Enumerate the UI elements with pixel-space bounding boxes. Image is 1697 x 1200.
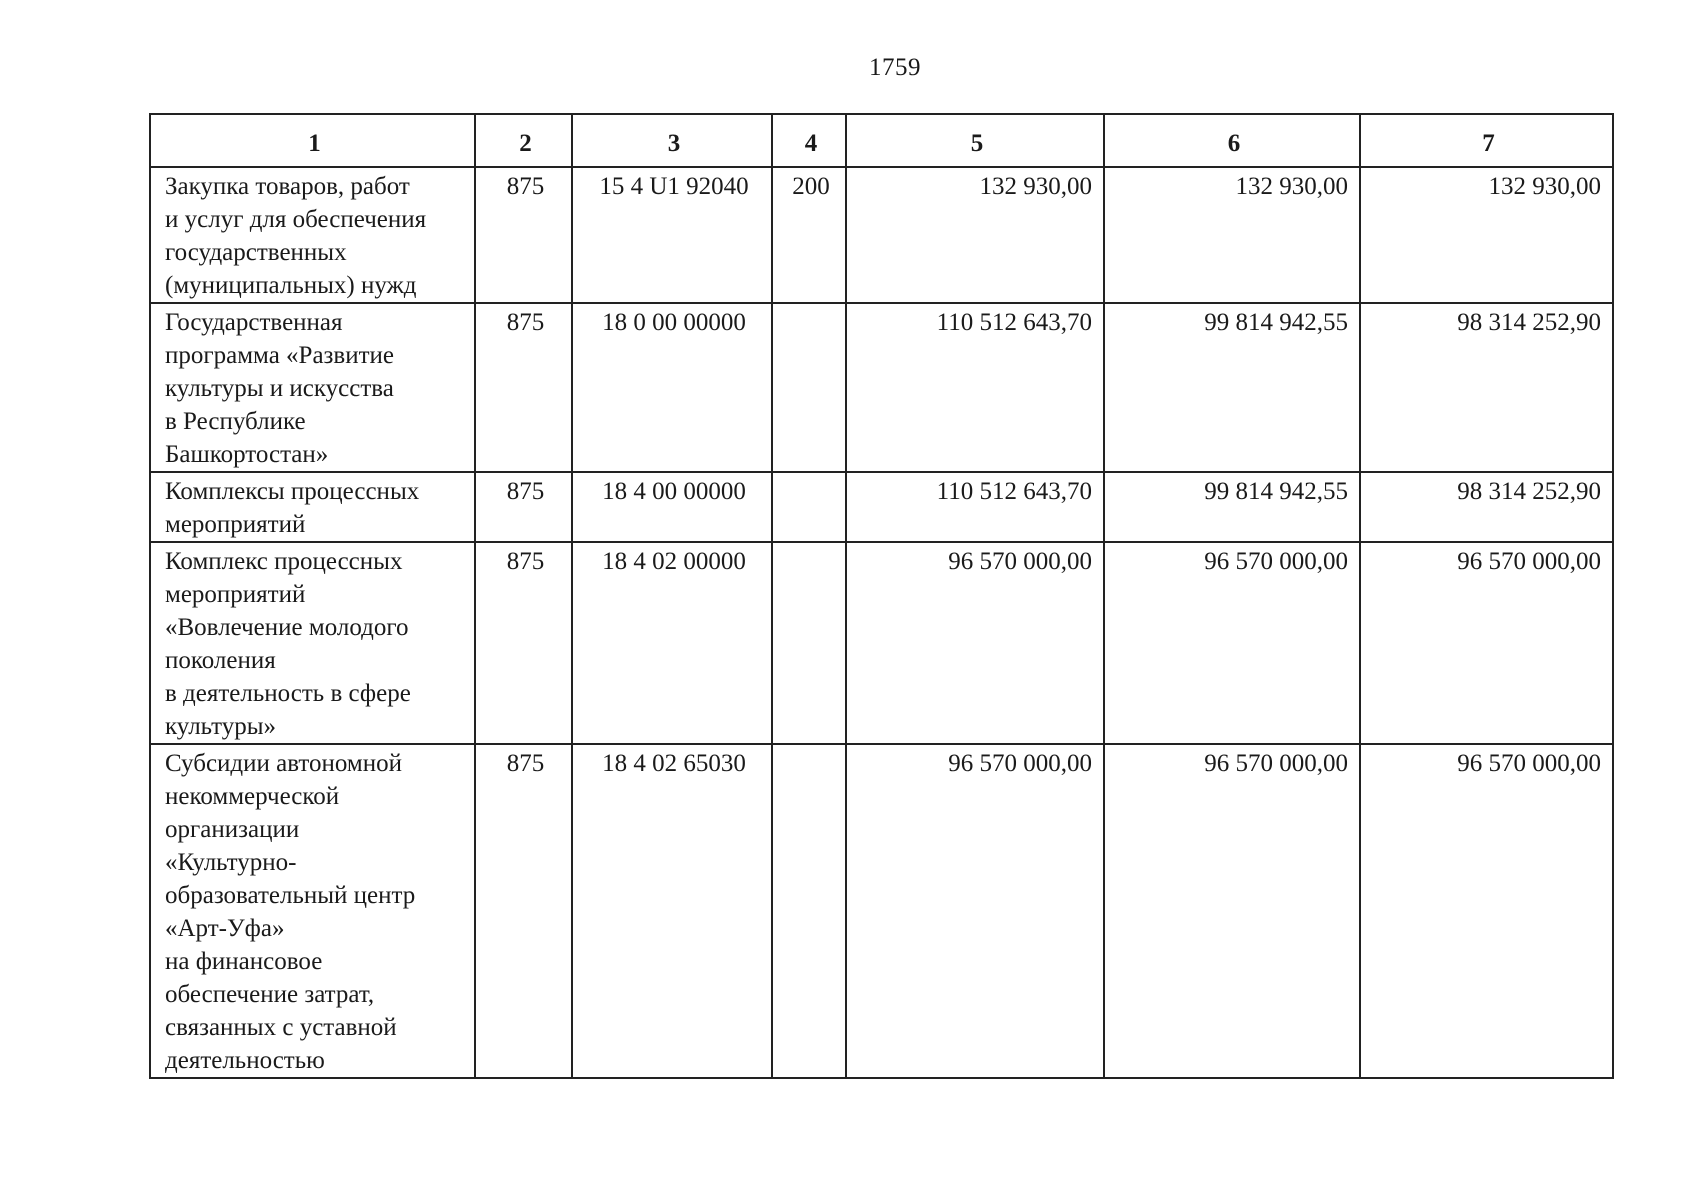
row-name-line: на финансовое [165,948,323,975]
amount-year3-cell: 132 930,00 [1360,167,1613,303]
ved-cell: 875 [475,744,572,1078]
budget-table [149,113,1614,1079]
vr-cell [772,542,846,744]
table-row [150,303,1613,472]
row-name-line: в деятельность в сфере [165,680,411,707]
row-name-line: Комплекс процессных [165,548,403,575]
column-header: 7 [1360,114,1613,167]
row-name-line: Закупка товаров, работ [165,173,410,200]
row-name-line: Государственная [165,309,343,336]
row-name-line: культуры» [165,713,277,740]
vr-cell: 200 [772,167,846,303]
column-header: 1 [150,114,475,167]
row-name-line: некоммерческой [165,783,340,810]
row-name-line: Комплексы процессных [165,478,420,505]
page-number: 1759 [869,54,921,81]
row-name-line: программа «Развитие [165,342,395,369]
amount-year1-cell: 132 930,00 [846,167,1104,303]
row-name-line: мероприятий [165,581,306,608]
vr-cell [772,472,846,542]
csr-cell: 15 4 U1 92040 [572,167,772,303]
row-name-cell [150,167,475,303]
row-name-line: связанных с уставной [165,1014,397,1041]
row-name-line: в Республике [165,408,306,435]
row-name-line: (муниципальных) нужд [165,272,417,299]
csr-cell: 18 4 02 00000 [572,542,772,744]
row-name-cell [150,472,475,542]
amount-year3-cell: 98 314 252,90 [1360,472,1613,542]
row-name-line: образовательный центр [165,882,416,909]
vr-cell [772,303,846,472]
row-name-line: обеспечение затрат, [165,981,375,1008]
column-header: 3 [572,114,772,167]
table-row [150,542,1613,744]
amount-year2-cell: 96 570 000,00 [1104,744,1360,1078]
row-name-line: деятельностью [165,1047,325,1074]
table-row [150,744,1613,1078]
amount-year3-cell: 98 314 252,90 [1360,303,1613,472]
row-name-line: поколения [165,647,276,674]
column-header: 4 [772,114,846,167]
row-name-cell [150,744,475,1078]
row-name-line: Субсидии автономной [165,750,402,777]
row-name-cell [150,542,475,744]
row-name-line: организации [165,816,300,843]
amount-year2-cell: 96 570 000,00 [1104,542,1360,744]
row-name-line: государственных [165,239,347,266]
table-row [150,472,1613,542]
amount-year3-cell: 96 570 000,00 [1360,744,1613,1078]
amount-year3-cell: 96 570 000,00 [1360,542,1613,744]
ved-cell: 875 [475,472,572,542]
amount-year2-cell: 99 814 942,55 [1104,472,1360,542]
column-header: 5 [846,114,1104,167]
header-row [150,114,1613,167]
ved-cell: 875 [475,303,572,472]
row-name-line: мероприятий [165,511,306,538]
row-name-line: Башкортостан» [165,441,329,468]
ved-cell: 875 [475,542,572,744]
amount-year2-cell: 99 814 942,55 [1104,303,1360,472]
csr-cell: 18 4 02 65030 [572,744,772,1078]
row-name-line: и услуг для обеспечения [165,206,427,233]
column-header: 6 [1104,114,1360,167]
column-header: 2 [475,114,572,167]
amount-year1-cell: 110 512 643,70 [846,472,1104,542]
row-name-line: «Вовлечение молодого [165,614,409,641]
row-name-line: культуры и искусства [165,375,394,402]
ved-cell: 875 [475,167,572,303]
row-name-line: «Арт-Уфа» [165,915,285,942]
row-name-line: «Культурно- [165,849,297,876]
amount-year1-cell: 96 570 000,00 [846,542,1104,744]
csr-cell: 18 0 00 00000 [572,303,772,472]
amount-year1-cell: 96 570 000,00 [846,744,1104,1078]
csr-cell: 18 4 00 00000 [572,472,772,542]
row-name-cell [150,303,475,472]
amount-year1-cell: 110 512 643,70 [846,303,1104,472]
table-row [150,167,1613,303]
vr-cell [772,744,846,1078]
amount-year2-cell: 132 930,00 [1104,167,1360,303]
